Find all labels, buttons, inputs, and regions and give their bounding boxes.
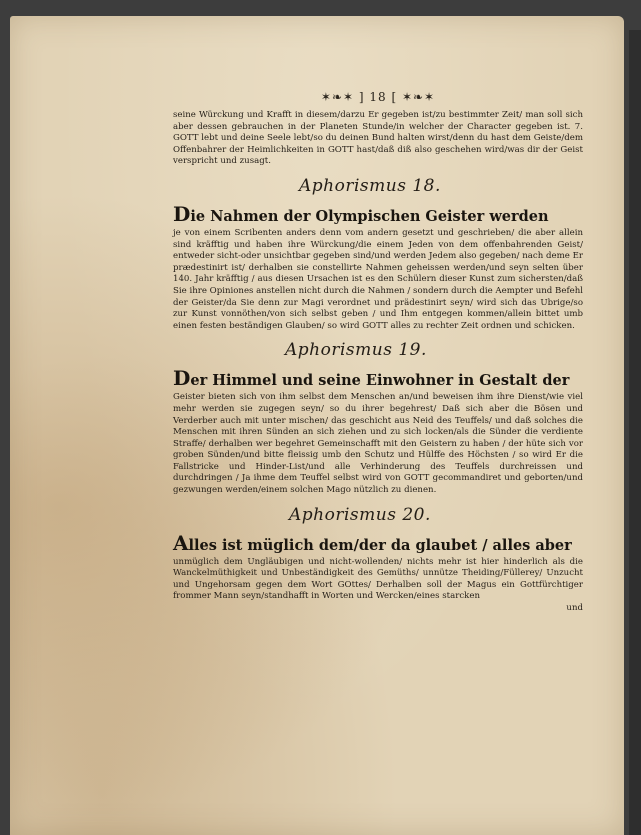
lead-text: lles ist müglich dem/der da glaubet / alles aber: [188, 536, 572, 554]
catchword: und: [566, 603, 583, 614]
section-aphorismus-19: [173, 340, 583, 496]
section-heading: Aphorismus 18.: [299, 175, 441, 196]
section-aphorismus-18: [173, 176, 583, 332]
section-body: je von einem Scribenten anders denn vom andern gesetzt und geschrieben/ die aber allein sind kräfftig und haben ihre Würckung/die einem Jeden von dem offenbahrenden Geist/ entweder sicht-oder unsichtbar gegeben sind/und werden Jedem also gegeben/ nach deme Er prædestinirt ist/ derhalben sie constellirte Nahmen geheissen werden/und seyn selten über 140. Jahr kräfftig / aus diesen Ursachen ist es den Schülern dieser Kunst zum sichersten/daß Sie ihre Opiniones anstellen nicht durch die Nahmen / sondern durch die Aempter und Befehl der Geister/da Sie denn zur Magi verordnet und prädestinirt seyn/ wird sich das Ubrige/so zur Kunst vonnöthen/von sich selbst geben / und Ihm entgegen kommen/allein bittet umb einen festen beständigen Glauben/ so wird GOTT alles zu rechter Zeit ordnen und schicken.: [173, 227, 583, 331]
drop-initial: D: [173, 366, 191, 391]
lead-text: ie Nahmen der Olympischen Geister werden: [190, 207, 549, 225]
page-number: ✶❧✶ ] 18 [ ✶❧✶: [320, 90, 436, 104]
lead-text: er Himmel und seine Einwohner in Gestalt der: [190, 372, 570, 390]
drop-initial: D: [173, 201, 191, 226]
lead-line: [173, 202, 583, 226]
section-body: unmüglich dem Ungläubigen und nicht-wollenden/ nichts mehr ist hier hinderlich als die Wanckelmüthigkeit und Unbeständigkeit des Gemüths/ unnütze Theiding/Füllerey/ Unzucht und Ungehorsam gegen dem Wort GOttes/ Derhalben soll der Magus ein Gottfürchtiger frommer Mann seyn/standhafft in Worten und Wercken/eines starcken: [173, 556, 583, 602]
section-heading: Aphorismus 19.: [285, 340, 427, 361]
intro-paragraph: seine Würckung und Krafft in diesem/darzu Er gegeben ist/zu bestimmter Zeit/ man soll sich aber dessen gebrauchen in der Planeten Stunde/in welcher der Character gegeben ist. 7. GOTT lebt und deine Seele lebt/so du deinen Bund halten wirst/denn du hast dem Geiste/dem Offenbahrer der Heimlichkeiten in GOTT hast/daß diß also geschehen wird/was dir der Geist verspricht und zusagt.: [173, 110, 583, 167]
lead-line: [173, 366, 583, 390]
page-content: [173, 90, 583, 615]
section-body: Geister bieten sich von ihm selbst dem Menschen an/und beweisen ihm ihre Dienst/wie viel mehr werden sie zugegen seyn/ so du ihrer begehrest/ Daß sich aber die Bösen und Verderber auch mit unter mischen/ das geschicht aus Neid des Teuffels/ und daß solches die Menschen mit ihren Sünden an sich ziehen und zu sich locken/als die Sünder die verdiente Straffe/ derhalben wer begehret Gemeinschafft mit den Geistern zu haben / der hüte sich vor groben Sünden/und bitte fleissig umb den Schutz und Hülffe des Höchsten / so wird Er die Fallstricke und Hinder-List/und alle Verhinderung des Teuffels durchreissen und durchdringen / Ja ihme dem Teuffel selbst wird von GOTT gecommandiret und geborten/und gezwungen werden/einem solchen Mago nützlich zu dienen.: [173, 392, 583, 496]
lead-line: [173, 531, 583, 555]
section-heading: Aphorismus 20.: [289, 504, 431, 525]
section-aphorismus-20: [173, 505, 583, 615]
drop-initial: A: [173, 530, 189, 555]
book-edge: [629, 30, 641, 835]
